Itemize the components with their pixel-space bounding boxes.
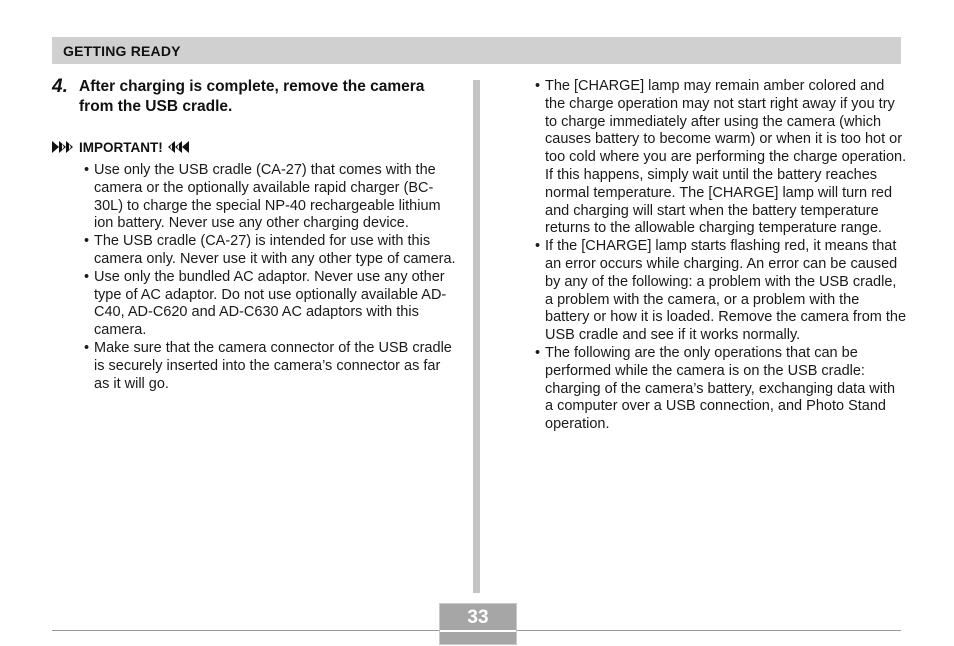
- triple-triangle-right-icon: [52, 141, 74, 153]
- step-number: 4.: [52, 76, 68, 97]
- list-item: • The [CHARGE] lamp may remain amber colored and the charge operation may not start right away if you try to charge immediately after using the camera (which causes battery to become warm) or when it is too hot or too cold where you are performing the charge operation. If this happens, simply wait until the battery reaches normal temperature. The [CHARGE] lamp will turn red and charging will start when the battery temperature returns to the allowable charging temperature range.: [535, 78, 907, 238]
- section-header-bar: [52, 37, 901, 64]
- list-item: • Use only the USB cradle (CA-27) that comes with the camera or the optionally available rapid charger (BC-30L) to charge the special NP-40 rechargeable lithium ion battery. Never use any other charging device.: [84, 162, 456, 233]
- notes-bullet-list: [535, 78, 907, 434]
- important-heading: [52, 139, 190, 155]
- page-number: 33: [467, 607, 489, 628]
- list-item: • The following are the only operations that can be performed while the camera is on the USB cradle: charging of the camera’s battery, exchanging data with a computer over a USB connection, and Photo Stand operation.: [535, 345, 907, 434]
- important-bullet-list: [84, 162, 456, 393]
- page-number-badge: [439, 603, 517, 645]
- triple-triangle-left-icon: [168, 141, 190, 153]
- list-item: • The USB cradle (CA-27) is intended for use with this camera only. Never use it with any other type of camera.: [84, 233, 456, 269]
- list-item: • If the [CHARGE] lamp starts flashing red, it means that an error occurs while charging. An error can be caused by any of the following: a problem with the USB cradle, a problem with the camera, or a problem with the battery or how it is loaded. Remove the camera from the USB cradle and see if it works normally.: [535, 238, 907, 345]
- list-item: • Use only the bundled AC adaptor. Never use any other type of AC adaptor. Do not use optionally available AD-C40, AD-C620 and AD-C630 AC adaptors with this camera.: [84, 269, 456, 340]
- column-divider: [473, 80, 480, 593]
- list-item: • Make sure that the camera connector of the USB cradle is securely inserted into the camera’s connector as far as it will go.: [84, 340, 456, 393]
- page-badge-divider: [440, 630, 516, 632]
- step-instruction: After charging is complete, remove the camera from the USB cradle.: [79, 78, 425, 115]
- section-title: GETTING READY: [63, 43, 181, 59]
- important-label: IMPORTANT!: [79, 139, 163, 155]
